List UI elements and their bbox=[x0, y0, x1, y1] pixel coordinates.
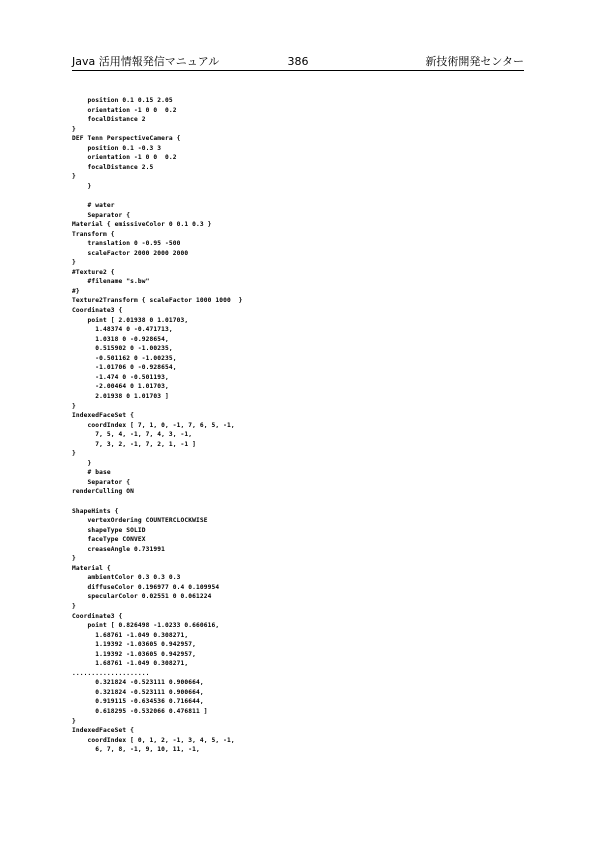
code-line: } bbox=[72, 173, 76, 181]
code-line: #} bbox=[72, 287, 80, 295]
code-line: #Texture2 { bbox=[72, 268, 115, 276]
code-line: } bbox=[72, 459, 92, 467]
code-line: creaseAngle 0.731991 bbox=[72, 545, 166, 553]
code-line: } bbox=[72, 182, 92, 190]
code-line: faceType CONVEX bbox=[72, 536, 146, 544]
code-line bbox=[72, 191, 524, 201]
code-line: 1.68761 -1.049 0.308271, bbox=[72, 660, 189, 668]
code-line: 0.321824 -0.523111 0.900664, bbox=[72, 679, 204, 687]
code-line: Coordinate3 { bbox=[72, 612, 123, 620]
code-line: 0.515902 0 -1.00235, bbox=[72, 345, 173, 353]
code-line: focalDistance 2 bbox=[72, 116, 146, 124]
code-line: } bbox=[72, 450, 76, 458]
page-header bbox=[72, 55, 524, 71]
code-line: coordIndex [ 0, 1, 2, -1, 3, 4, 5, -1, bbox=[72, 736, 235, 744]
code-line: # water bbox=[72, 202, 115, 210]
code-line: } bbox=[72, 402, 76, 410]
code-line: 1.48374 0 -0.471713, bbox=[72, 326, 173, 334]
code-line: -1.01706 0 -0.928654, bbox=[72, 364, 177, 372]
code-line: Separator { bbox=[72, 478, 131, 486]
code-line: -2.00464 0 1.01703, bbox=[72, 383, 169, 391]
code-line: 7, 3, 2, -1, 7, 2, 1, -1 ] bbox=[72, 440, 197, 448]
code-line: -1.474 0 -0.501193, bbox=[72, 373, 169, 381]
code-line: 1.19392 -1.03605 0.942957, bbox=[72, 641, 197, 649]
code-line: 6, 7, 8, -1, 9, 10, 11, -1, bbox=[72, 746, 200, 754]
code-line: } bbox=[72, 259, 76, 267]
code-line: vertexOrdering COUNTERCLOCKWISE bbox=[72, 517, 208, 525]
code-line: Texture2Transform { scaleFactor 1000 1000 } bbox=[72, 297, 243, 305]
code-line: diffuseColor 0.196977 0.4 0.109954 bbox=[72, 583, 220, 591]
code-line: specularColor 0.02551 0 0.061224 bbox=[72, 593, 212, 601]
code-line: } bbox=[72, 555, 76, 563]
code-line: } bbox=[72, 125, 76, 133]
code-line: point [ 2.01938 0 1.01703, bbox=[72, 316, 189, 324]
code-line: orientation -1 0 0 0.2 bbox=[72, 154, 177, 162]
code-line: Material { bbox=[72, 564, 111, 572]
code-line: Separator { bbox=[72, 211, 131, 219]
code-line: shapeType SOLID bbox=[72, 526, 146, 534]
code-line: .................... bbox=[72, 669, 150, 677]
code-line: DEF Tenn PerspectiveCamera { bbox=[72, 135, 181, 143]
code-line: 0.919115 -0.634536 0.716644, bbox=[72, 698, 204, 706]
code-line: #filename "s.bw" bbox=[72, 278, 150, 286]
code-line: 2.01938 0 1.01703 ] bbox=[72, 392, 169, 400]
code-line: 0.618295 -0.532066 0.476811 ] bbox=[72, 708, 208, 715]
code-line: -0.501162 0 -1.00235, bbox=[72, 354, 177, 362]
code-line: IndexedFaceSet { bbox=[72, 412, 135, 420]
code-line: 1.68761 -1.049 0.308271, bbox=[72, 631, 189, 639]
code-line: 0.321824 -0.523111 0.900664, bbox=[72, 688, 204, 696]
code-line: ambientColor 0.3 0.3 0.3 bbox=[72, 574, 181, 582]
code-line: coordIndex [ 7, 1, 0, -1, 7, 6, 5, -1, bbox=[72, 421, 235, 429]
code-line: 1.0318 0 -0.928654, bbox=[72, 335, 169, 343]
code-line: 1.19392 -1.03605 0.942957, bbox=[72, 650, 197, 658]
code-line: Transform { bbox=[72, 230, 115, 238]
code-listing bbox=[72, 96, 524, 755]
code-line: focalDistance 2.5 bbox=[72, 163, 154, 171]
header-rule bbox=[72, 70, 524, 71]
code-line: orientation -1 0 0 0.2 bbox=[72, 106, 177, 114]
header-title: Java 活用情報発信マニュアル bbox=[72, 55, 220, 68]
code-line: Material { emissiveColor 0 0.1 0.3 } bbox=[72, 221, 212, 229]
code-line: point [ 0.826498 -1.0233 0.660616, bbox=[72, 622, 220, 630]
code-line: translation 0 -0.95 -500 bbox=[72, 240, 181, 248]
code-line: ShapeHints { bbox=[72, 507, 119, 515]
code-line: position 0.1 -0.3 3 bbox=[72, 144, 162, 152]
code-line bbox=[72, 497, 524, 507]
code-line: renderCulling ON bbox=[72, 488, 135, 496]
code-line: } bbox=[72, 602, 76, 610]
code-line: Coordinate3 { bbox=[72, 307, 123, 315]
code-line: IndexedFaceSet { bbox=[72, 727, 135, 735]
code-line: position 0.1 0.15 2.05 bbox=[72, 97, 173, 104]
code-line: 7, 5, 4, -1, 7, 4, 3, -1, bbox=[72, 431, 193, 439]
code-line: } bbox=[72, 717, 76, 725]
header-organization: 新技術開発センター bbox=[425, 55, 524, 68]
page-number: 386 bbox=[287, 55, 309, 68]
code-line: scaleFactor 2000 2000 2000 bbox=[72, 249, 189, 257]
code-line: # base bbox=[72, 469, 111, 477]
